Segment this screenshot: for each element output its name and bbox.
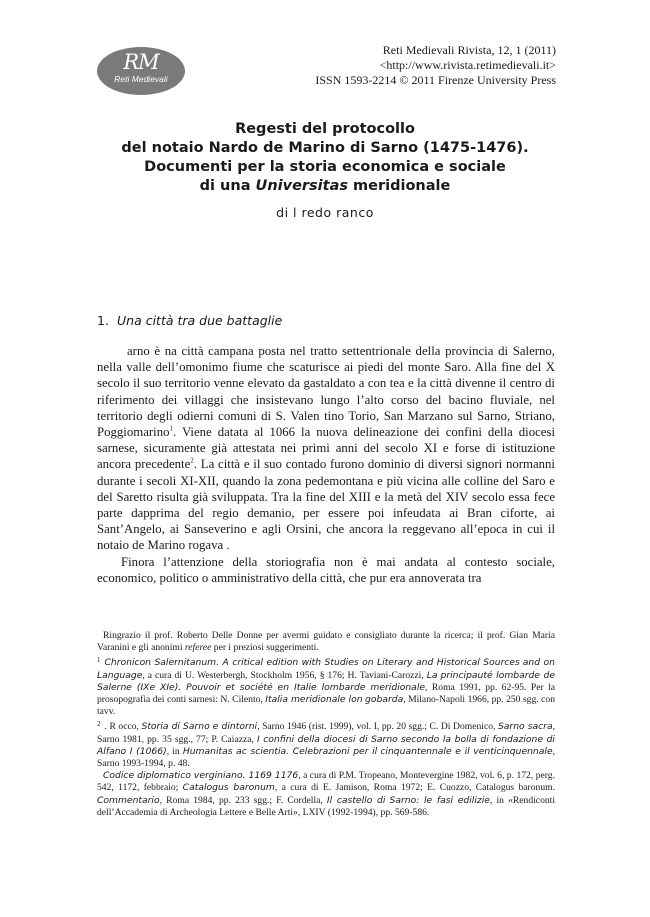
title-line-2: del notaio Nardo de Marino di Sarno (1475-1476). [121, 140, 529, 156]
journal-citation: Reti Medievali Rivista, 12, 1 (2011) [382, 43, 556, 57]
article-author: di l redo ranco [276, 205, 374, 220]
footnote-1: $^1$ Chronicon Salernitanum. A critical edition with Studies on Literary and Historical Sources and on Language, a cura di U. Westerbergh, Stockholm 1956, § 176; H. Taviani-Carozzi, La principauté lombarde de Salerne (IXe XIe). Pouvoir et société en Italie lombarde meridionale, Roma 1991, pp. 62-95. Per la prosopografia dei conti sarnesi: N. Cilento, Italia meridionale lon gobarda, Milano-Napoli 1966, pp. 250 sgg. con tavv. [97, 656, 555, 718]
footnote-number: 1 [97, 656, 101, 665]
section-title: Una città tra due battaglie [117, 313, 283, 328]
footnotes [97, 630, 555, 819]
section-number: 1. [97, 313, 109, 328]
title-line-3: Documenti per la storia economica e sociale [144, 159, 506, 175]
title-line-1: Regesti del protocollo [235, 121, 415, 137]
journal-url[interactable]: <http://www.rivista.retimedievali.it> [379, 58, 556, 72]
paragraph: Finora l’attenzione della storiografia non è mai andata al contesto sociale, economico, politico o amministrativo della città, che pur era annoverata tra [97, 554, 555, 585]
title-line-4: di una Universitas meridionale [199, 178, 451, 194]
article-title [0, 120, 650, 196]
body-text [97, 343, 555, 586]
footnote-number: 2 [97, 720, 101, 729]
footnote-2: $^2$ . R occo, Storia di Sarno e dintorni, Sarno 1946 (rist. 1999), vol. I, pp. 20 sgg.; C. Di Domenico, Sarno sacra, Sarno 1981, pp. 35 sgg., 77; P. Caiazza, I confini della diocesi di Sarno secondo la bolla di fondazione di Alfano I (1066), in Humanitas ac scientia. Celebrazioni per il cinquantennale e il venticinquennale, Sarno 1993-1994, p. 48. [97, 720, 556, 770]
footnote-3: Codice diplomatico verginiano. 1169 1176, a cura di P.M. Tropeano, Montevergine 1982, vol. 6, p. 172, perg. 542, 1172, febbraio; Catalogus baronum, a cura di E. Jamison, Roma 1972; E. Cuozzo, Catalogus baronum. Commentario, Roma 1984, pp. 233 sgg.; F. Cordella, Il castello di Sarno: le fasi edilizie, in «Rendiconti dell’Accademia di Archeologia Lettere e Belle Arti», LXIV (1992-1994), pp. 569-586. [97, 770, 555, 818]
journal-issn: ISSN 1593-2214 © 2011 Firenze University Press [315, 73, 556, 87]
acknowledgement-note: Ringrazio il prof. Roberto Delle Donne per avermi guidato e consigliato durante la ricerca; il prof. Gian Maria Varanini e gli anonimi referee per i preziosi suggerimenti. [97, 630, 555, 654]
footnote-ref-1[interactable]: 1 [169, 424, 174, 433]
logo-mark: RM [123, 50, 159, 74]
journal-logo [97, 47, 185, 95]
section-heading [97, 313, 282, 328]
journal-header [315, 43, 556, 88]
title-italic: Universitas [255, 178, 348, 194]
logo-name: Reti Medievali [114, 74, 168, 84]
footnote-ref-2[interactable]: 2 [190, 457, 194, 466]
paragraph: arno è na città campana posta nel tratto settentrionale della provincia di Salerno, nella valle dell’omonimo fiume che scaturisce ai piedi del monte Saro. Alla fine del X secolo il suo territorio venne elevato da gastaldato a con tea e la città divenne il centro di riferimento dei villaggi che insistevano lungo l’alto corso del bacino fluviale, nel territorio degli odierni comuni di S. Valen tino Torio, San Marzano sul Sarno, Striano, Poggiomarino$^1$. Viene datata al 1066 la nuova delineazione dei confini della diocesi sarnese, sicuramente già attestata nei primi anni del secolo XI e forse di istituzione ancora precedente$^2$. La città e il suo contado furono dominio di diversi signori normanni durante i secoli XI-XII, quando la zona pedemontana e più vicina alle colline del Saro e del Saretto risulta già sviluppata. Tra la fine del XIII e la metà del XIV secolo essa fece parte dapprima del regio demanio, per essere poi infeudata ai Bran ciforte, ai Sant’Angelo, ai Sanseverino e agli Orsini, che ancora la reggevano all’epoca in cui il notaio de Marino rogava . [97, 344, 556, 553]
